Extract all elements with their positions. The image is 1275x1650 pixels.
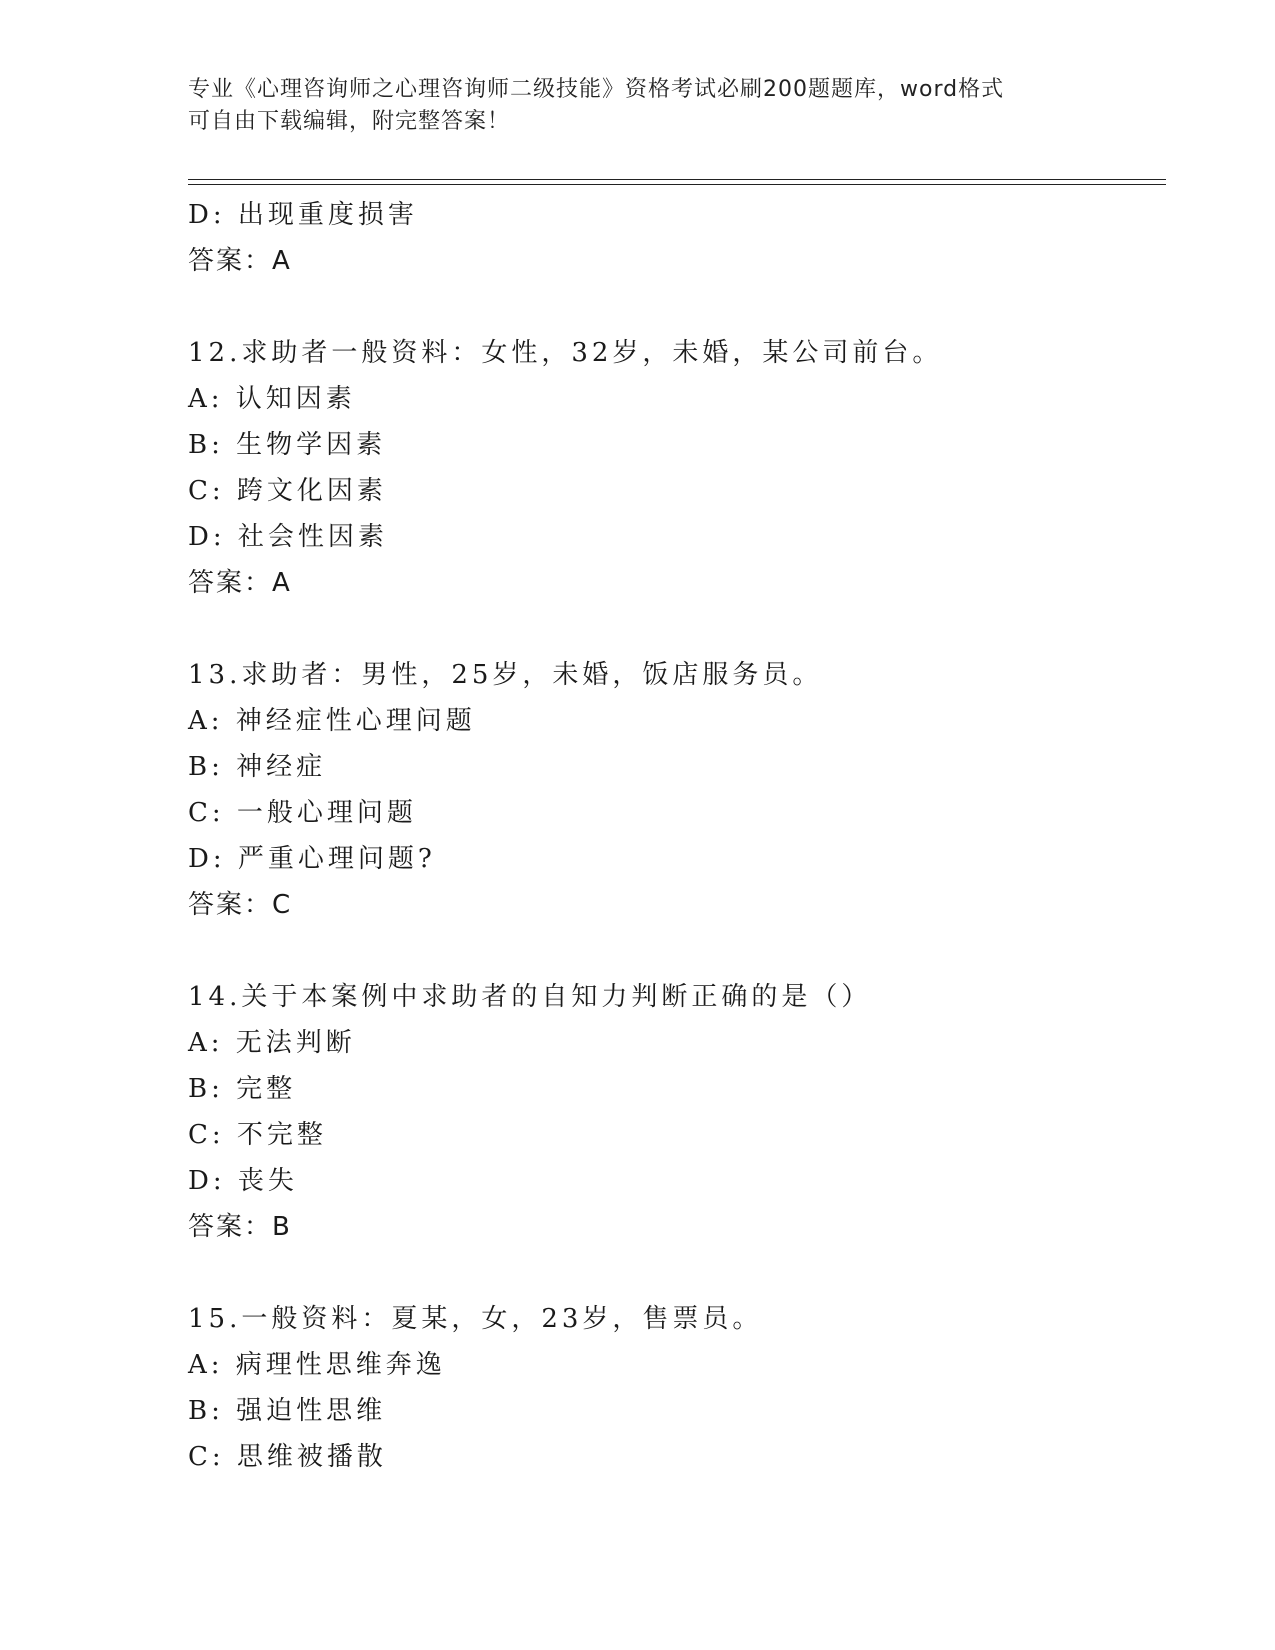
answer-line: 答案：A xyxy=(188,246,292,276)
spacer xyxy=(188,284,1166,330)
option-a: A: 神经症性心理问题 xyxy=(188,706,476,736)
option-a: A: 无法判断 xyxy=(188,1028,356,1058)
question-11-tail xyxy=(188,192,1166,284)
question-12 xyxy=(188,330,1166,606)
option-b: B: 完整 xyxy=(188,1074,297,1104)
question-stem: 12.求助者一般资料：女性，32岁，未婚，某公司前台。 xyxy=(188,338,943,368)
option-b: B: 强迫性思维 xyxy=(188,1396,387,1426)
question-stem: 13.求助者：男性，25岁，未婚，饭店服务员。 xyxy=(188,660,823,690)
option-a: A: 认知因素 xyxy=(188,384,356,414)
header-divider-bottom xyxy=(188,184,1166,185)
header-line-1: 专业《心理咨询师之心理咨询师二级技能》资格考试必刷200题题库，word格式 xyxy=(188,77,1005,102)
spacer xyxy=(188,1250,1166,1296)
answer-line: 答案：A xyxy=(188,568,292,598)
page-header xyxy=(188,74,1068,138)
option-a: A: 病理性思维奔逸 xyxy=(188,1350,446,1380)
question-stem: 15.一般资料：夏某，女，23岁，售票员。 xyxy=(188,1304,763,1334)
option-d: D: 社会性因素 xyxy=(188,522,388,552)
spacer xyxy=(188,606,1166,652)
answer-line: 答案：C xyxy=(188,890,293,920)
option-d: D: 严重心理问题? xyxy=(188,844,436,874)
question-13 xyxy=(188,652,1166,928)
option-c: C: 思维被播散 xyxy=(188,1442,387,1472)
option-b: B: 生物学因素 xyxy=(188,430,387,460)
option-d: D: 丧失 xyxy=(188,1166,298,1196)
question-14 xyxy=(188,974,1166,1250)
spacer xyxy=(188,928,1166,974)
option-d: D: 出现重度损害 xyxy=(188,200,418,230)
option-c: C: 跨文化因素 xyxy=(188,476,387,506)
question-list xyxy=(188,192,1166,1480)
question-stem: 14.关于本案例中求助者的自知力判断正确的是（） xyxy=(188,982,872,1012)
header-line-2: 可自由下载编辑，附完整答案！ xyxy=(188,109,511,134)
option-c: C: 不完整 xyxy=(188,1120,327,1150)
option-b: B: 神经症 xyxy=(188,752,327,782)
answer-line: 答案：B xyxy=(188,1212,292,1242)
option-c: C: 一般心理问题 xyxy=(188,798,417,828)
question-15 xyxy=(188,1296,1166,1480)
header-divider-top xyxy=(188,179,1166,180)
